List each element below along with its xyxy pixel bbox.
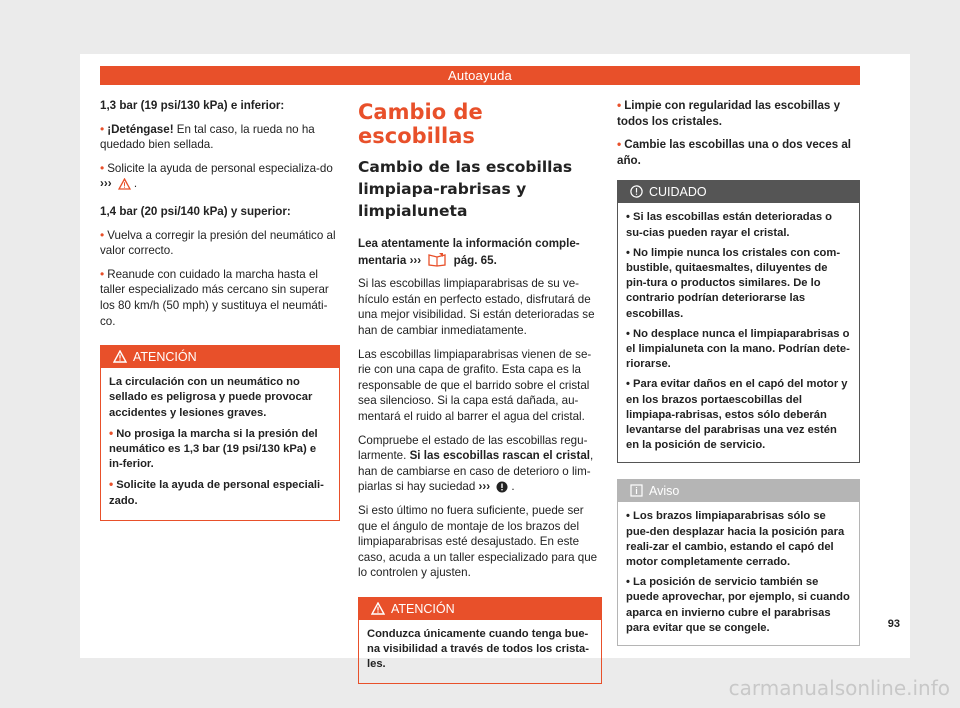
caution-item: • No limpie nunca los cristales con com-bustible, quitaesmaltes, diluyentes de pin-tura o productos similares. De lo contrario podrían deteriorarse las escobillas. [626, 246, 841, 320]
note-header: Aviso [618, 480, 859, 502]
bullet-clean-regularly: • Limpie con regularidad las escobillas y todos los cristales. [617, 98, 841, 128]
caution-item: • No desplace nunca el limpiaparabrisas o el limpialuneta con la mano. Podrían dete-riorarse. [626, 327, 850, 371]
exclamation-circle-icon [496, 481, 508, 493]
column-2 [358, 98, 602, 684]
note-item: • La posición de servicio también se puede aprovechar, por ejemplo, si cuando aparca en invierno cubre el parabrisas para evitar que se congele. [626, 576, 850, 634]
warning-item: • Solicite la ayuda de personal especiali-zado. [109, 477, 324, 507]
read-info: Lea atentamente la información comple-mentaria ››› pág. 65. [358, 237, 580, 267]
warning-intro: La circulación con un neumático no sellado es peligrosa y puede provocar accidentes y lesiones graves. [109, 376, 313, 419]
info-circle-icon [630, 185, 643, 198]
section-header: Autoayuda [100, 66, 860, 85]
bullet-icon: • [100, 266, 105, 281]
bullet-icon: • [109, 477, 114, 492]
warning-triangle-icon [118, 178, 131, 190]
paragraph: Compruebe el estado de las escobillas regu-larmente. Si las escobillas rascan el cristal, han de cambiarse en caso de deterioro o lim-piarlas si hay suciedad ››› . [358, 433, 594, 494]
paragraph: Las escobillas limpiaparabrisas vienen de se-rie con una capa de grafito. Esta capa es la responsable de que el barrido sobre el cristal sea silencioso. Si la capa está dañada, au-mentará el ruido al barrer el agua del cristal. [358, 347, 592, 423]
warning-triangle-icon [371, 602, 385, 615]
paragraph: Si esto último no fuera suficiente, puede ser que el ángulo de montaje de los brazos del limpiaparabrisas esté desajustado. En este caso, acuda a un taller especializado para que lo controlen y ajusten. [358, 503, 598, 580]
warning-box [358, 597, 602, 685]
bullet-request-help: • Solicite la ayuda de personal especializa-do ››› . [100, 160, 333, 191]
column-3 [617, 98, 860, 646]
caution-body [618, 203, 859, 462]
warning-body [101, 368, 339, 520]
column-1 [100, 98, 340, 521]
caution-box [617, 180, 860, 463]
paragraph: Si las escobillas limpiaparabrisas de su ve-hículo están en perfecto estado, disfrutará de una mejor visibilidad. Si están deterioradas se han de cambiar inmediatamente. [358, 277, 595, 337]
caution-item: • Si las escobillas están deterioradas o su-cias pueden rayar el cristal. [626, 211, 833, 239]
cross-reference-arrow[interactable]: ››› [478, 480, 491, 494]
bullet-icon: • [617, 98, 622, 112]
info-square-icon [630, 484, 643, 497]
warning-body [359, 620, 601, 684]
bullet-resume-driving: • Reanude con cuidado la marcha hasta el taller especializado más cercano sin superar los 80 km/h (50 mph) y sustituya el neumáti-co. [100, 266, 329, 328]
caution-header: CUIDADO [618, 181, 859, 203]
book-icon [427, 252, 447, 267]
bullet-icon: • [617, 137, 622, 152]
cross-reference-arrow[interactable]: ››› [100, 177, 112, 191]
warning-header: ATENCIÓN [101, 346, 339, 368]
heading-low-pressure: 1,3 bar (19 psi/130 kPa) e inferior: [100, 99, 285, 112]
warning-header: ATENCIÓN [359, 598, 601, 620]
bullet-icon: • [100, 121, 105, 136]
warning-text: Conduzca únicamente cuando tenga bue-na visibilidad a través de todos los crista-les. [367, 627, 589, 671]
bullet-icon: • [100, 227, 105, 242]
note-item: • Los brazos limpiaparabrisas sólo se pue-den desplazar hacia la posición para reali-zar el cambio, estando el capó del motor completamente cerrado. [626, 510, 845, 569]
caution-item: • Para evitar daños en el capó del motor y en los brazos portaescobillas del limpiapa-rabrisas, estos sólo deberán levantarse del parabrisas una vez estén en la posición de servicio. [626, 378, 848, 452]
warning-item: • No prosiga la marcha si la presión del neumático es 1,3 bar (19 psi/130 kPa) e in-ferior. [109, 425, 318, 471]
note-box [617, 479, 860, 646]
bullet-stop: • ¡Deténgase! En tal caso, la rueda no ha quedado bien sellada. [100, 121, 315, 152]
warning-box [100, 345, 340, 521]
watermark: carmanualsonline.info [728, 676, 950, 700]
cross-reference-arrow[interactable]: ››› [409, 253, 422, 267]
heading-high-pressure: 1,4 bar (20 psi/140 kPa) y superior: [100, 204, 291, 218]
page-number: 93 [887, 618, 900, 630]
bullet-correct-pressure: • Vuelva a corregir la presión del neumático al valor correcto. [100, 227, 336, 258]
bullet-icon: • [109, 425, 114, 440]
warning-triangle-icon [113, 350, 127, 363]
section-subtitle: Cambio de las escobillas limpiapa-rabrisas y limpialuneta [358, 158, 573, 220]
page-reference[interactable]: pág. 65 [453, 253, 494, 267]
bullet-change-wipers: • Cambie las escobillas una o dos veces al año. [617, 137, 852, 167]
section-title: Cambio de escobillas [358, 100, 483, 148]
bullet-icon: • [100, 160, 105, 175]
note-body [618, 502, 859, 645]
